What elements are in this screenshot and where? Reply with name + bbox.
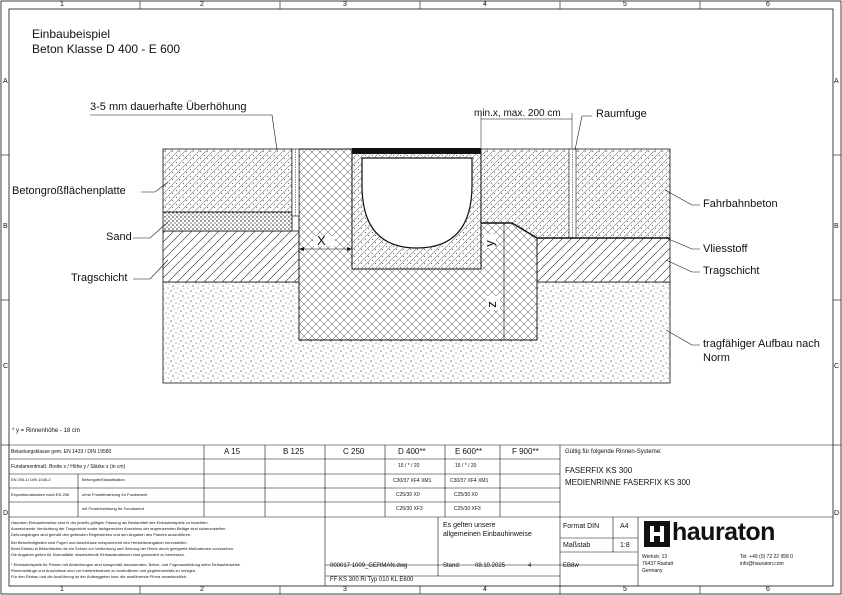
address-3: Germany xyxy=(642,568,663,574)
slab-label: Betongroßflächenplatte xyxy=(12,185,126,197)
class-f900: F 900** xyxy=(512,447,539,456)
valid-label: Gültig für folgende Rinnen-Systeme: xyxy=(565,449,662,455)
grid-col-6: 6 xyxy=(766,1,770,8)
class-a15: A 15 xyxy=(224,447,241,456)
base-right-label: Tragschicht xyxy=(703,265,760,277)
base-left-label: Tragschicht xyxy=(71,272,128,284)
class-d400: D 400** xyxy=(398,447,426,456)
eb-code: EB8w xyxy=(563,563,579,569)
scale-label: Maßstab xyxy=(563,542,591,549)
grid-col-2: 2 xyxy=(200,1,204,8)
frost-e600: C25/30 X0 xyxy=(454,492,478,498)
email: info@hauraton.com xyxy=(740,561,784,567)
note-9: Für den Einbau und die Ausführung ist der Auftraggeber bzw. die ausführende Firma verantwortlich. xyxy=(11,574,188,579)
class-label: Belastungsklasse gem. EN 1433 / DIN 19580 xyxy=(11,449,112,455)
stand-label: Stand: xyxy=(443,563,461,569)
grid-col-5: 5 xyxy=(623,1,627,8)
note-3: Dehnungsfugen sind gemäß den geltenden Regelwerken und den Angaben des Planers auszuführen. xyxy=(11,532,192,537)
dimension-y: y xyxy=(481,240,497,247)
frost-d400: C25/30 X0 xyxy=(396,492,420,498)
grid-col-3-bottom: 3 xyxy=(343,586,347,593)
dims-label: Fundamentmaß: Breite x / Höhe y / Stärke z (in cm) xyxy=(11,464,126,470)
frost-label: ohne Frosteinwirkung für Fundament xyxy=(82,492,148,497)
drawing-number: 000017 1009_GERMAN.dwg xyxy=(330,563,408,569)
grid-row-b: B xyxy=(3,223,8,230)
exposure-label: Expositionsklassen nach EN 206 xyxy=(11,492,70,497)
grid-row-b-right: B xyxy=(834,223,839,230)
scale-value: 1:8 xyxy=(620,542,630,549)
grid-row-d: D xyxy=(3,510,9,517)
note-1: Hauraton Einbauhinweise sind in der jeweils gültigen Fassung als Bestandteil des Einbaubeispiels zu beachten. xyxy=(11,520,209,525)
grid-row-c: C xyxy=(3,363,9,370)
dims-e600: 15 / * / 20 xyxy=(455,463,477,469)
format-label: Format DIN xyxy=(563,523,600,530)
dims-d400: 15 / * / 20 xyxy=(398,463,420,469)
norm-label: EN 206-1/ DIN 1045-2 xyxy=(11,477,51,482)
grid-col-1: 1 xyxy=(60,1,64,8)
stand-value: 08.10.2025 xyxy=(475,563,506,569)
grid-col-5-bottom: 5 xyxy=(623,586,627,593)
phone: Tel: +49 (0) 72 22 958 0 xyxy=(740,554,793,560)
system-2: MEDIENRINNE FASERFIX KS 300 xyxy=(565,478,691,487)
fleece-label: Vliesstoff xyxy=(703,243,748,255)
concrete-label: Betongüte/Klassifikation xyxy=(82,477,125,482)
address-2: 76437 Rastatt xyxy=(642,561,674,567)
grid-col-6-bottom: 6 xyxy=(766,586,770,593)
class-c250: C 250 xyxy=(343,447,365,456)
grid-col-4-bottom: 4 xyxy=(483,586,487,593)
frost2-e600: C25/30 XF3 xyxy=(454,506,481,512)
bearing-label-2: Norm xyxy=(703,352,730,364)
road-concrete-label: Fahrbahnbeton xyxy=(703,198,778,210)
note-2: Ausreichende Verdichtung der Tragschicht sowie fachgerechter Anschluss der angrenzenden Beläge sind sicherzustellen. xyxy=(11,526,227,531)
joint-label: Raumfuge xyxy=(596,108,647,120)
brand-logo-text: hauraton xyxy=(672,518,775,546)
grid-col-4: 4 xyxy=(483,1,487,8)
terms-2: allgemeinen Einbauhinweise xyxy=(443,531,532,538)
footnote: * y = Rinnenhöhe - 18 cm xyxy=(12,428,80,434)
system-1: FASERFIX KS 300 xyxy=(565,466,633,475)
grid-row-c-right: C xyxy=(834,363,840,370)
overhang-label: 3-5 mm dauerhafte Überhöhung xyxy=(90,101,247,113)
min-max-label: min.x, max. 200 cm xyxy=(474,108,561,119)
drawing-subtitle: Beton Klasse D 400 - E 600 xyxy=(32,42,181,56)
drawing-title: Einbaubeispiel xyxy=(32,27,111,41)
concrete-d400: C30/37 XF4 XM1 xyxy=(393,478,432,484)
grid-col-1-bottom: 1 xyxy=(60,586,64,593)
grid-col-3: 3 xyxy=(343,1,347,8)
sheet-number: 4 xyxy=(528,563,532,569)
frost2-label: mit Frosteinwirkung für Fundament xyxy=(82,506,144,511)
grid-row-a-right: A xyxy=(834,78,839,85)
grid-row-d-right: D xyxy=(834,510,840,517)
class-e600: E 600** xyxy=(455,447,483,456)
hauraton-logo-mark xyxy=(644,521,670,547)
frost2-d400: C25/30 XF3 xyxy=(396,506,423,512)
note-6: Die Angaben gelten für Normalfälle; abweichende Einbausituationen sind gesondert zu bemessen. xyxy=(11,552,186,557)
dimension-x: X xyxy=(317,233,326,248)
format-value: A4 xyxy=(620,523,629,530)
note-7: * Einbaubeispiele für Rinnen mit Abdeckungen sind sinngemäß anzuwenden; Beton- und Fugenausbildung siehe Einbauhinweise. xyxy=(11,562,241,567)
address-1: Werkstr. 13 xyxy=(642,554,668,560)
note-4: Bei Betonfertigteilen sind Fugen und Anschlüsse entsprechend den Herstellerangaben herzustellen. xyxy=(11,540,188,545)
class-b125: B 125 xyxy=(283,447,304,456)
grid-row-a: A xyxy=(3,78,8,85)
drawing-code: FF KS 300 Ri Typ 010 KL E600 xyxy=(330,577,414,583)
sand-label: Sand xyxy=(106,231,132,243)
dimension-z: z xyxy=(483,301,499,308)
terms-1: Es gelten unsere xyxy=(443,522,496,529)
bearing-label-1: tragfähiger Aufbau nach xyxy=(703,338,820,350)
grid-col-2-bottom: 2 xyxy=(200,586,204,593)
note-5: Beim Einbau in Betonflächen ist ein Schutz vor Verformung und Setzung der Rinne durch geeignete Maßnahmen vorzusehen. xyxy=(11,546,235,551)
concrete-e600: C30/37 XF4 XM1 xyxy=(450,478,489,484)
note-8: Rinnenstränge und Anschlüsse sind vor Inbetriebnahme zu kontrollieren und gegebenenfalls zu reinigen. xyxy=(11,568,197,573)
